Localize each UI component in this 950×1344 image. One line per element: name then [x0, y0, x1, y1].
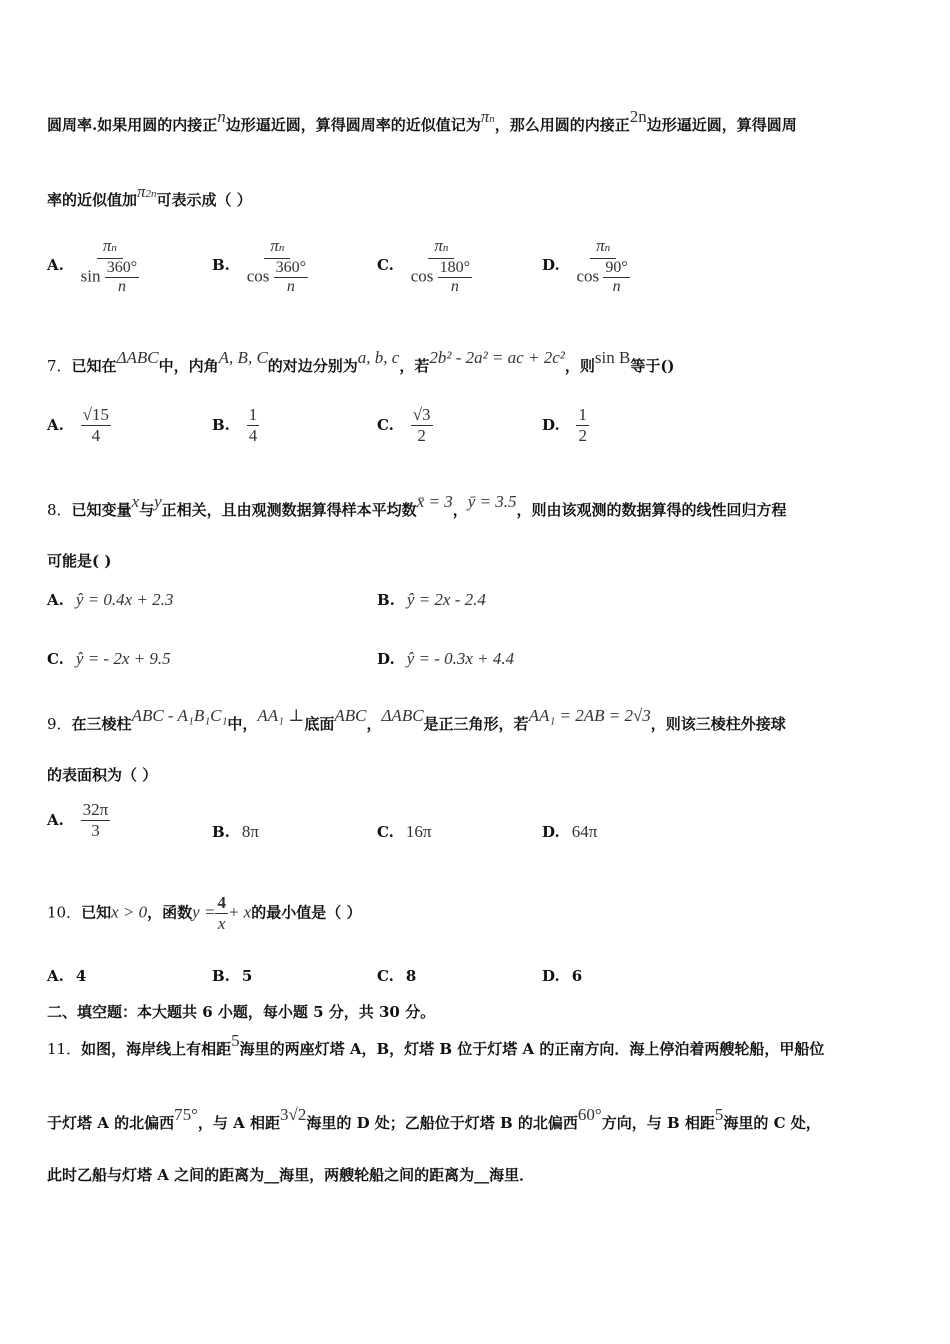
angle: 360° — [106, 259, 138, 276]
math-condition: x > 0 — [111, 902, 148, 922]
option-fraction — [576, 405, 589, 446]
q9-option-a[interactable] — [47, 800, 110, 841]
q6-option-c[interactable] — [377, 236, 472, 296]
numerator: 1 — [578, 405, 587, 424]
q8-option-d[interactable] — [377, 649, 514, 669]
q7-option-d[interactable] — [542, 405, 589, 446]
q10-text: 已知 — [81, 903, 112, 922]
math-fraction — [215, 893, 228, 934]
q6-line-2 — [47, 182, 252, 210]
denominator: x — [217, 914, 226, 933]
math-xbar: x̄ = 3 — [416, 492, 453, 511]
math-pi-2n — [137, 182, 157, 201]
q10-text: ，函数 — [147, 903, 193, 922]
q10-option-c[interactable] — [377, 967, 416, 985]
angle: 360° — [275, 259, 307, 276]
option-label: C. — [47, 650, 64, 668]
question-number: 7． — [47, 357, 72, 375]
q11-text: 海里的两座灯塔 A，B，灯塔 B 位于灯塔 A 的正南方向．海上停泊着两艘轮船，甲船位 — [239, 1040, 825, 1058]
option-fraction — [411, 405, 433, 446]
numerator — [264, 236, 290, 259]
q8-option-c[interactable] — [47, 649, 171, 669]
math-angle-60: 60° — [577, 1105, 602, 1124]
q7-text: 中，内角 — [158, 357, 219, 375]
numerator — [428, 236, 454, 259]
denominator — [247, 259, 308, 296]
math-abc: ABC — [334, 706, 367, 725]
q8-option-b[interactable] — [377, 590, 486, 610]
math-plus-x: + x — [227, 902, 252, 922]
option-label: B. — [212, 415, 230, 434]
trig-func: cos — [246, 266, 270, 286]
q9-option-b[interactable] — [212, 822, 259, 842]
q6-option-b[interactable] — [212, 236, 308, 296]
q8-line-2: 可能是( ) — [47, 552, 112, 570]
q11-text: 海里的 D 处；乙船位于灯塔 B 的北偏西 — [306, 1114, 578, 1132]
denominator: 4 — [91, 426, 101, 445]
option-label: D. — [377, 650, 395, 668]
question-number: 9． — [47, 715, 72, 733]
subscript-2n: 2n — [145, 188, 157, 200]
option-fraction — [247, 405, 260, 446]
q8-text: 已知变量 — [71, 501, 132, 519]
option-label: C. — [377, 256, 394, 274]
pi-symbol: π — [102, 236, 112, 255]
q6-option-a[interactable] — [47, 236, 139, 296]
pi-symbol: π — [596, 236, 605, 255]
option-value: 8π — [241, 822, 259, 841]
math-n: n — [217, 107, 226, 126]
q7-stem — [47, 348, 675, 376]
option-equation: ŷ = - 2x + 9.5 — [75, 649, 171, 668]
math-sinB: sin B — [594, 348, 631, 367]
option-equation: ŷ = - 0.3x + 4.4 — [406, 649, 515, 668]
section-heading: 二、填空题：本大题共 6 小题，每小题 5 分，共 30 分。 — [47, 1003, 436, 1021]
option-label: B. — [212, 823, 230, 841]
option-label: C. — [377, 415, 394, 434]
option-fraction — [81, 236, 140, 296]
denominator — [576, 259, 629, 296]
denominator: 4 — [248, 426, 258, 445]
q11-text: 如图，海岸线上有相距 — [81, 1040, 232, 1058]
question-number: 8． — [47, 501, 72, 519]
inner-fraction — [105, 259, 139, 296]
q11-line-1 — [47, 1031, 825, 1059]
question-number: 11． — [47, 1040, 82, 1058]
option-value: 4 — [75, 967, 87, 985]
denominator: 3 — [91, 821, 100, 840]
math-y: y — [154, 492, 162, 511]
q9-text: ， — [366, 715, 382, 733]
math-distance: 3√2 — [280, 1105, 307, 1124]
denominator: 2 — [578, 426, 587, 445]
numerator: 32π — [82, 800, 109, 819]
q6-text: 圆周率.如果用圆的内接正 — [47, 116, 218, 134]
option-fraction — [411, 236, 472, 296]
math-2n: 2n — [629, 107, 647, 126]
q7-text: ，则 — [564, 357, 595, 375]
q6-text: 边形逼近圆，算得圆周率的近似值记为 — [225, 116, 481, 134]
q7-text: 已知在 — [71, 357, 117, 375]
denominator — [411, 259, 472, 296]
q6-option-d[interactable] — [542, 236, 630, 296]
math-angles: A, B, C — [218, 348, 268, 367]
q11-text: 方向，与 B 相距 — [601, 1114, 715, 1132]
q9-option-c[interactable] — [377, 822, 432, 842]
q11-line-2 — [47, 1105, 821, 1133]
trig-func: cos — [410, 266, 434, 286]
option-fraction — [81, 405, 111, 446]
var-n: n — [117, 278, 126, 295]
q10-option-b[interactable] — [212, 967, 252, 985]
q7-text: 等于() — [630, 357, 675, 375]
q9-stem — [47, 706, 786, 734]
numerator: √15 — [82, 405, 109, 424]
q11-text: ，与 A 相距 — [197, 1114, 280, 1132]
q7-option-b[interactable] — [212, 405, 259, 446]
q11-text: 海里的 C 处， — [723, 1114, 821, 1132]
math-triangle: ΔABC — [381, 706, 424, 725]
option-label: A. — [47, 967, 64, 985]
math-angle-75: 75° — [174, 1105, 198, 1124]
option-label: C. — [377, 967, 394, 985]
q8-text: 与 — [139, 501, 155, 519]
trig-func: sin — [80, 266, 101, 286]
option-fraction — [81, 800, 111, 841]
var-n: n — [450, 278, 459, 295]
q7-text: ，若 — [399, 357, 430, 375]
option-label: D. — [542, 415, 560, 434]
math-sides: a, b, c — [357, 348, 400, 367]
numerator — [590, 236, 616, 259]
q8-text: 正相关，且由观测数据算得样本平均数 — [161, 501, 417, 519]
math-equation: AA₁ = 2AB = 2√3 — [528, 706, 651, 725]
q11-text: 于灯塔 A 的北偏西 — [47, 1114, 175, 1132]
denominator: 2 — [417, 426, 426, 445]
subscript-n: n — [604, 242, 611, 254]
option-fraction — [576, 236, 629, 296]
q6-text: 边形逼近圆，算得圆周 — [646, 116, 797, 134]
q8-text: ， — [452, 501, 468, 519]
subscript-n: n — [278, 242, 285, 254]
trig-func: cos — [576, 266, 600, 286]
q7-text: 的对边分别为 — [267, 357, 358, 375]
math-pi-n — [481, 107, 495, 126]
q8-text: ，则由该观测的数据算得的线性回归方程 — [516, 501, 787, 519]
q9-text: 中， — [227, 715, 258, 733]
math-five: 5 — [231, 1031, 240, 1050]
option-label: A. — [47, 591, 64, 609]
option-label: B. — [212, 256, 230, 274]
q7-option-c[interactable] — [377, 405, 433, 446]
q9-text: 在三棱柱 — [71, 715, 132, 733]
var-n: n — [286, 278, 295, 295]
q9-text: 底面 — [304, 715, 335, 733]
option-value: 5 — [241, 967, 253, 985]
angle: 90° — [605, 259, 628, 276]
option-label: D. — [542, 967, 560, 985]
q9-option-d[interactable] — [542, 822, 597, 842]
option-label: B. — [377, 591, 395, 609]
option-value: 64π — [571, 822, 598, 841]
subscript-n: n — [442, 242, 449, 254]
math-ybar: ȳ = 3.5 — [467, 492, 517, 511]
pi-symbol: π — [480, 107, 490, 126]
option-label: A. — [47, 256, 64, 274]
option-value: 8 — [405, 967, 417, 985]
option-label: C. — [377, 823, 394, 841]
option-value: 16π — [405, 822, 432, 841]
numerator: √3 — [412, 405, 431, 424]
inner-fraction — [274, 259, 308, 296]
option-label: D. — [542, 256, 560, 274]
option-label: A. — [47, 810, 64, 829]
math-five: 5 — [714, 1105, 724, 1124]
pi-symbol: π — [137, 182, 146, 201]
q8-option-a[interactable] — [47, 590, 173, 610]
inner-fraction — [438, 259, 472, 296]
numerator: 1 — [248, 405, 258, 424]
math-y: y = — [192, 902, 216, 922]
subscript-n: n — [111, 242, 117, 254]
q9-text: ，则该三棱柱外接球 — [650, 715, 786, 733]
question-number: 10． — [47, 903, 82, 922]
option-fraction — [247, 236, 308, 296]
math-equation: 2b² - 2a² = ac + 2c² — [429, 348, 565, 367]
pi-symbol: π — [270, 236, 279, 255]
numerator — [97, 236, 123, 259]
q9-text: 是正三角形，若 — [423, 715, 529, 733]
q10-text: 的最小值是（ ） — [251, 903, 362, 922]
var-n: n — [612, 278, 621, 295]
denominator — [81, 259, 140, 296]
math-aa1: AA₁ ⊥ — [257, 706, 305, 725]
pi-symbol: π — [434, 236, 443, 255]
q6-line-1 — [47, 107, 797, 135]
inner-fraction — [603, 259, 629, 296]
option-label: B. — [212, 967, 230, 985]
math-x: x — [131, 492, 140, 511]
option-value: 6 — [571, 967, 583, 985]
q6-text: 率的近似值加 — [47, 191, 138, 209]
q11-line-3: 此时乙船与灯塔 A 之间的距离为__海里，两艘轮船之间的距离为__海里． — [47, 1166, 535, 1184]
subscript-n: n — [489, 113, 495, 125]
q8-stem — [47, 492, 787, 520]
option-equation: ŷ = 0.4x + 2.3 — [75, 590, 174, 609]
q6-text: 可表示成（ ） — [156, 191, 252, 209]
math-prism: ABC - A₁B₁C₁ — [131, 706, 228, 725]
q9-line-2: 的表面积为（ ） — [47, 766, 158, 784]
q10-option-a[interactable] — [47, 967, 86, 985]
option-equation: ŷ = 2x - 2.4 — [406, 590, 486, 609]
math-triangle: ΔABC — [116, 348, 159, 367]
option-label: D. — [542, 823, 560, 841]
q10-stem — [47, 893, 361, 934]
numerator: 4 — [217, 893, 226, 912]
q10-option-d[interactable] — [542, 967, 582, 985]
q7-option-a[interactable] — [47, 405, 111, 446]
q6-text: ，那么用圆的内接正 — [494, 116, 630, 134]
option-label: A. — [47, 415, 64, 434]
angle: 180° — [439, 259, 471, 276]
